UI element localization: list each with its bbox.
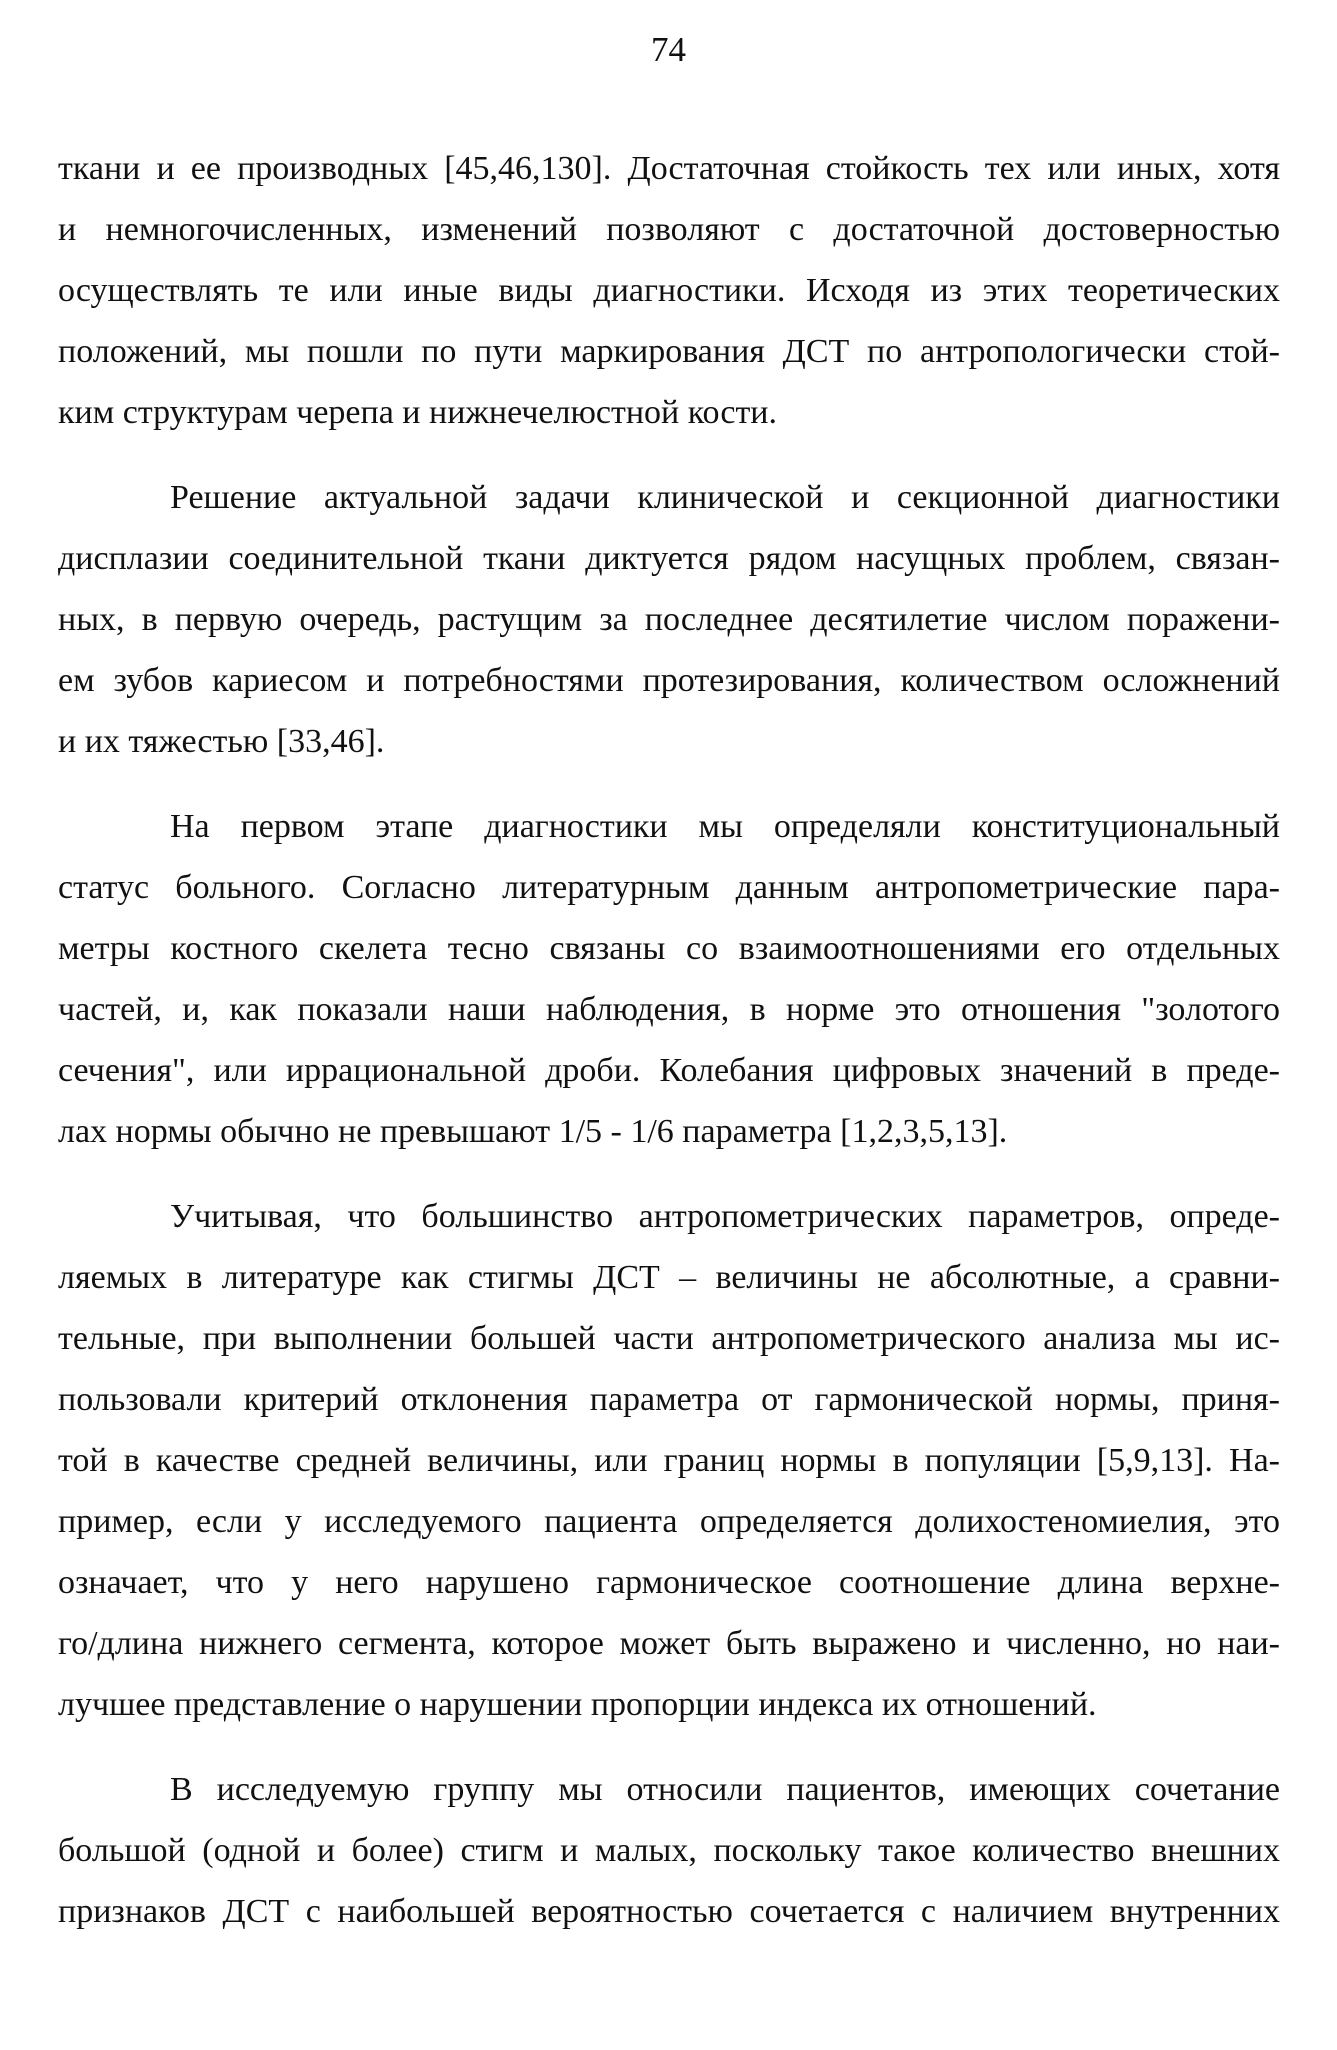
text-line: ных, в первую очередь, растущим за последнее десятилетие числом поражени- (58, 601, 1280, 638)
document-body (58, 138, 1280, 1942)
text-line: дисплазии соединительной ткани диктуется рядом насущных проблем, связан- (58, 540, 1280, 577)
paragraph-4 (58, 1186, 1280, 1735)
text-line: Решение актуальной задачи клинической и секционной диагностики (170, 479, 1280, 516)
paragraph-1 (58, 138, 1280, 443)
text-line: означает, что у него нарушено гармоническое соотношение длина верхне- (58, 1564, 1280, 1601)
text-line: метры костного скелета тесно связаны со взаимоотношениями его отдельных (58, 930, 1280, 967)
text-line: тельные, при выполнении большей части антропометрического анализа мы ис- (58, 1320, 1280, 1357)
text-line: статус больного. Согласно литературным данным антропометрические пара- (58, 869, 1280, 906)
text-line: и немногочисленных, изменений позволяют с достаточной достоверностью (58, 211, 1280, 248)
text-line: ем зубов кариесом и потребностями протезирования, количеством осложнений (58, 662, 1280, 699)
text-line: положений, мы пошли по пути маркирования ДСТ по антропологически стой- (58, 333, 1280, 370)
text-line: пользовали критерий отклонения параметра от гармонической нормы, приня- (58, 1381, 1280, 1418)
text-line: ким структурам черепа и нижнечелюстной кости. (58, 394, 777, 431)
text-line: сечения", или иррациональной дроби. Колебания цифровых значений в преде- (58, 1052, 1280, 1089)
text-line: признаков ДСТ с наибольшей вероятностью сочетается с наличием внутренних (58, 1893, 1280, 1930)
text-line: той в качестве средней величины, или границ нормы в популяции [5,9,13]. На- (58, 1442, 1280, 1479)
text-line: и их тяжестью [33,46]. (58, 723, 385, 760)
text-line: В исследуемую группу мы относили пациентов, имеющих сочетание (170, 1771, 1280, 1808)
text-line: большой (одной и более) стигм и малых, поскольку такое количество внешних (58, 1832, 1280, 1869)
text-line: На первом этапе диагностики мы определяли конституциональный (170, 808, 1280, 845)
text-line: лах нормы обычно не превышают 1/5 - 1/6 параметра [1,2,3,5,13]. (58, 1113, 1008, 1150)
text-line: го/длина нижнего сегмента, которое может быть выражено и численно, но наи- (58, 1625, 1280, 1662)
text-line: ткани и ее производных [45,46,130]. Достаточная стойкость тех или иных, хотя (58, 150, 1280, 187)
text-line: Учитывая, что большинство антропометрических параметров, опреде- (170, 1198, 1280, 1235)
paragraph-3 (58, 796, 1280, 1162)
text-line: пример, если у исследуемого пациента определяется долихостеномиелия, это (58, 1503, 1280, 1540)
page-number: 74 (651, 30, 686, 69)
text-line: ляемых в литературе как стигмы ДСТ – величины не абсолютные, а сравни- (58, 1259, 1280, 1296)
text-line: частей, и, как показали наши наблюдения, в норме это отношения "золотого (58, 991, 1280, 1028)
paragraph-2 (58, 467, 1280, 772)
text-line: осуществлять те или иные виды диагностики. Исходя из этих теоретических (58, 272, 1280, 309)
text-line: лучшее представление о нарушении пропорции индекса их отношений. (58, 1686, 1097, 1723)
paragraph-5 (58, 1759, 1280, 1942)
